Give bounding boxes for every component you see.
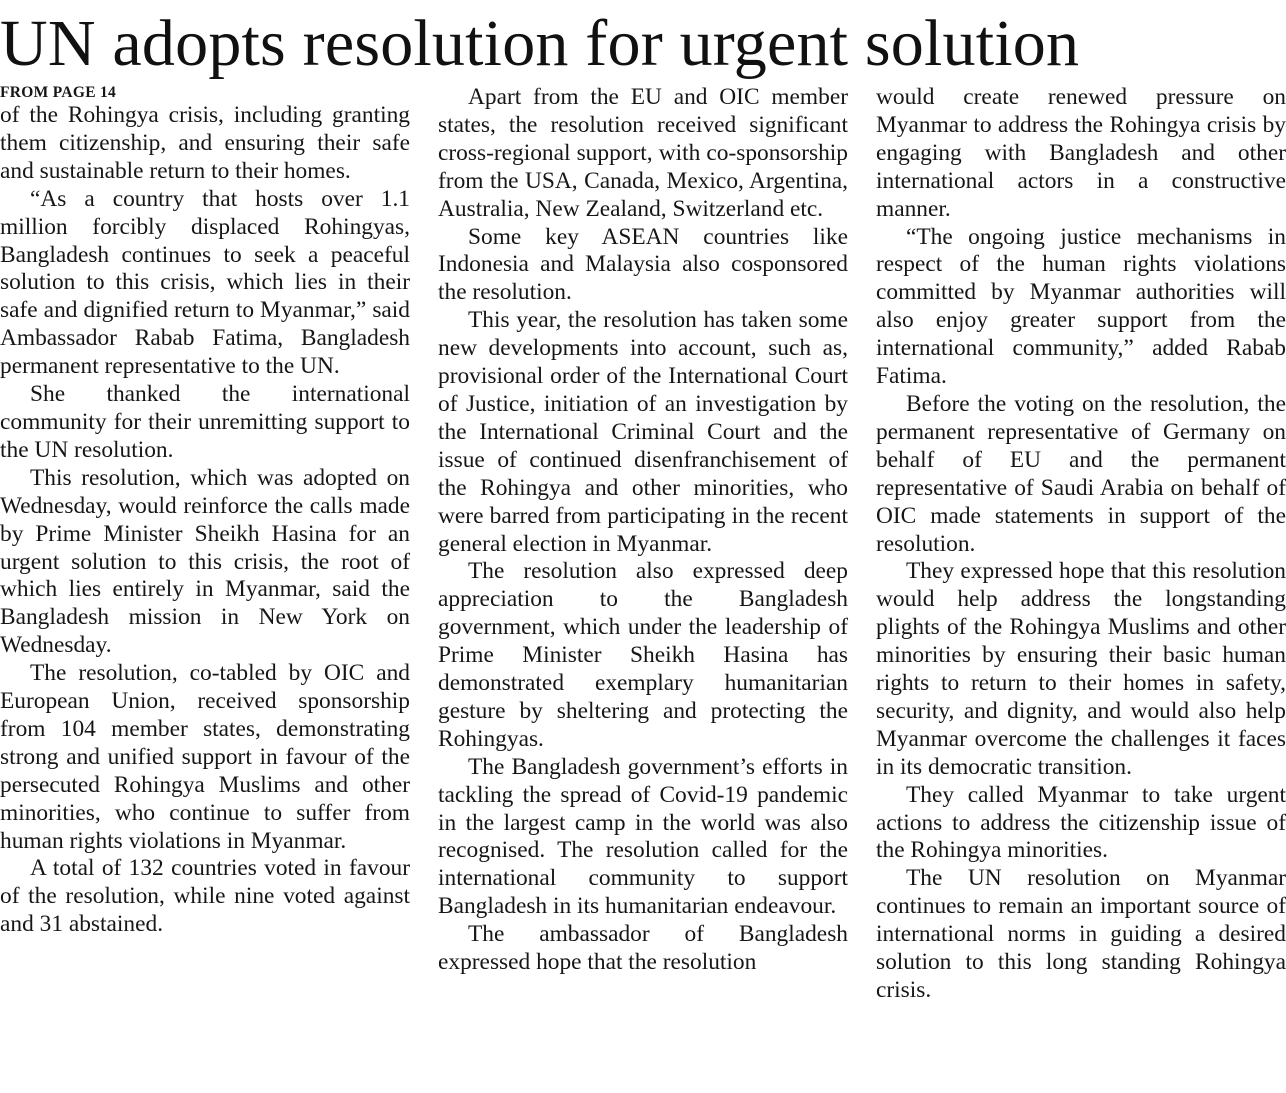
paragraph: The UN resolution on Myanmar continues to remain an important source of international norms in guiding a desired solution to this long standing Rohingya crisis.: [876, 865, 1286, 1003]
paragraph: They expressed hope that this resolution would help address the longstanding plights of the Rohingya Muslims and other minorities by ensuring their basic human rights to return to their homes in safety, security, and dignity, and would also help Myanmar overcome the challenges it faces in its democratic transition.: [876, 558, 1286, 780]
paragraph: She thanked the international community for their unremitting support to the UN resolution.: [0, 381, 410, 463]
paragraph: This year, the resolution has taken some new developments into account, such as, provisional order of the International Court of Justice, initiation of an investigation by the International Criminal Court and the issue of continued disenfranchisement of the Rohingya and other minorities, who were barred from participating in the recent general election in Myanmar.: [438, 307, 848, 557]
paragraph: The resolution also expressed deep appreciation to the Bangladesh government, which under the leadership of Prime Minister Sheikh Hasina has demonstrated exemplary humanitarian gesture by sheltering and protecting the Rohingyas.: [438, 558, 848, 752]
jump-line: FROM PAGE 14: [0, 84, 117, 101]
headline: UN adopts resolution for urgent solution: [0, 7, 1080, 80]
paragraph: would create renewed pressure on Myanmar to address the Rohingya crisis by engaging with Bangladesh and other international actors in a constructive manner.: [876, 84, 1286, 222]
paragraph: “As a country that hosts over 1.1 million forcibly displaced Rohingyas, Bangladesh continues to seek a peaceful solution to this crisis, which lies in their safe and dignified return to Myanmar,” said Ambassador Rabab Fatima, Bangladesh permanent representative to the UN.: [0, 185, 410, 380]
paragraph: The ambassador of Bangladesh expressed hope that the resolution: [438, 921, 848, 976]
paragraph: Apart from the EU and OIC member states, the resolution received significant cross-regional support, with co-sponsorship from the USA, Canada, Mexico, Argentina, Australia, New Zealand, Switzerland etc.: [438, 84, 848, 222]
paragraph: They called Myanmar to take urgent actions to address the citizenship issue of the Rohingya minorities.: [876, 781, 1286, 864]
paragraph: This resolution, which was adopted on Wednesday, would reinforce the calls made by Prime Minister Sheikh Hasina for an urgent solution to this crisis, the root of which lies entirely in Myanmar, said the Bangladesh mission in New York on Wednesday.: [0, 464, 410, 659]
article-column-3: [876, 84, 1286, 1005]
article-column-1: [0, 84, 410, 939]
paragraph: of the Rohingya crisis, including granting them citizenship, and ensuring their safe and sustainable return to their homes.: [0, 102, 410, 184]
paragraph: The Bangladesh government’s efforts in tackling the spread of Covid-19 pandemic in the largest camp in the world was also recognised. The resolution called for the international community to support Bangladesh in its humanitarian endeavour.: [438, 753, 848, 920]
paragraph: A total of 132 countries voted in favour of the resolution, while nine voted against and 31 abstained.: [0, 855, 410, 938]
paragraph: Before the voting on the resolution, the permanent representative of Germany on behalf of EU and the permanent representative of Saudi Arabia on behalf of OIC made statements in support of the resolution.: [876, 390, 1286, 557]
article-column-2: [438, 84, 848, 977]
paragraph: The resolution, co-tabled by OIC and European Union, received sponsorship from 104 member states, demonstrating strong and unified support in favour of the persecuted Rohingya Muslims and other minorities, who continue to suffer from human rights violations in Myanmar.: [0, 660, 410, 854]
paragraph: “The ongoing justice mechanisms in respect of the human rights violations committed by Myanmar authorities will also enjoy greater support from the international community,” added Rabab Fatima.: [876, 223, 1286, 390]
paragraph: Some key ASEAN countries like Indonesia and Malaysia also cosponsored the resolution.: [438, 223, 848, 306]
